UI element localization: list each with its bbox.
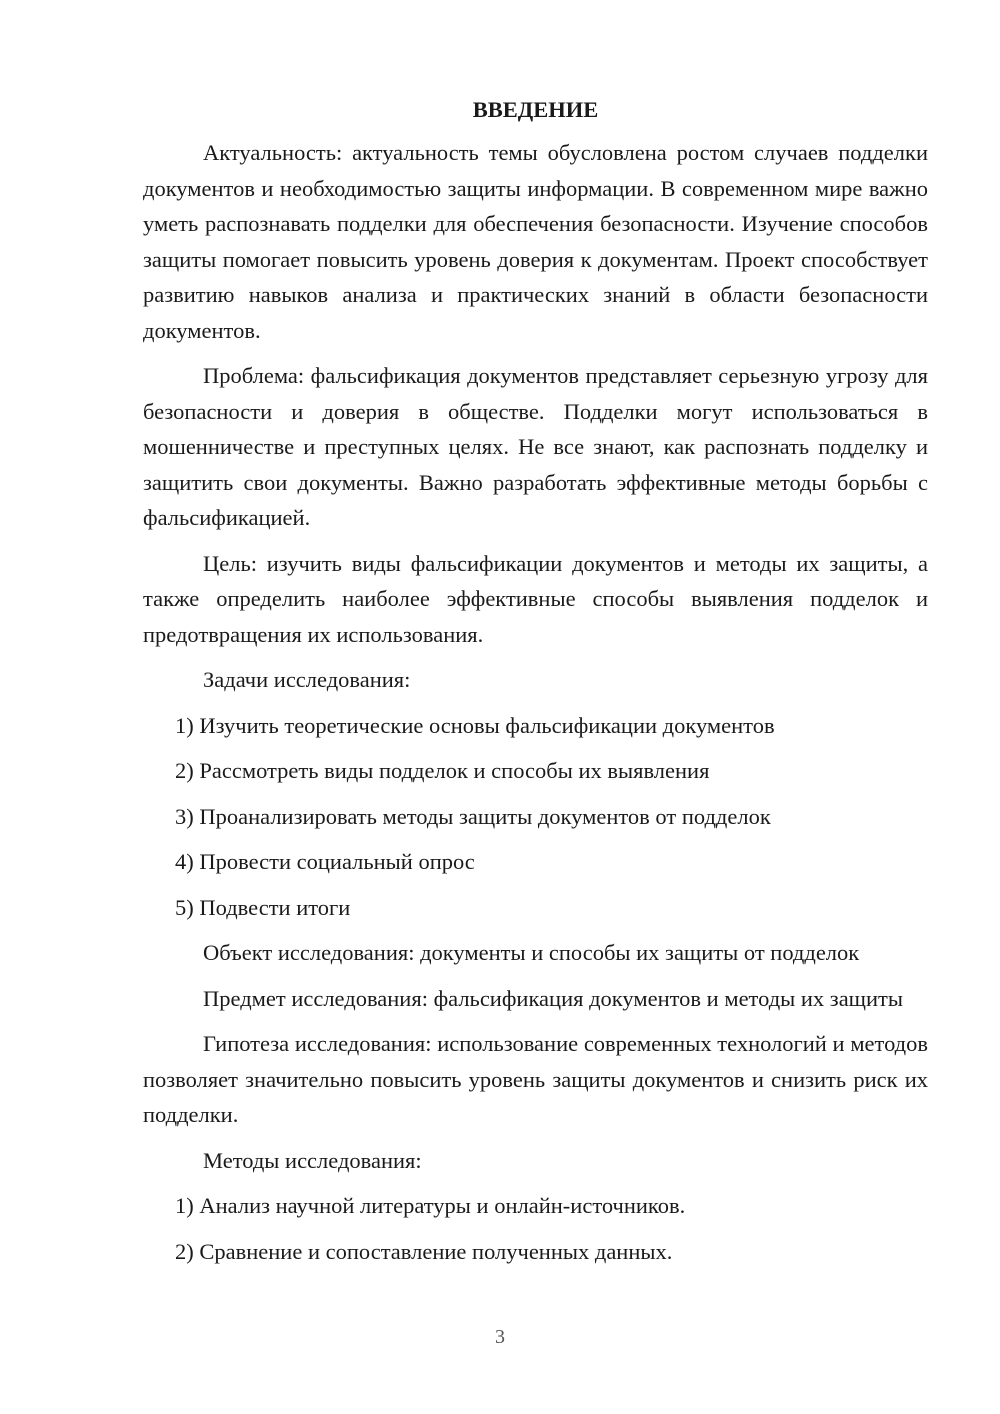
task-item: 4) Провести социальный опрос (175, 849, 475, 874)
section-title: ВВЕДЕНИЕ (472, 97, 599, 122)
document-page (143, 95, 928, 1279)
goal-paragraph: Цель: изучить виды фальсификации документов и методы их защиты, а также определить наиболее эффективные способы выявления подделок и предотвращения их использования. (143, 550, 928, 647)
task-item: 2) Рассмотреть виды подделок и способы их выявления (175, 758, 710, 783)
object-paragraph: Объект исследования: документы и способы их защиты от подделок (203, 940, 860, 965)
page-number: 3 (495, 1326, 505, 1348)
problem-paragraph: Проблема: фальсификация документов представляет серьезную угрозу для безопасности и доверия в обществе. Подделки могут использоваться в мошенничестве и преступных целях. Не все знают, как распознать подделку и защитить свои документы. Важно разработать эффективные методы борьбы с фальсификацией. (143, 363, 928, 530)
task-item: 5) Подвести итоги (175, 894, 351, 920)
relevance-paragraph: Актуальность: актуальность темы обусловлена ростом случаев подделки документов и необходимостью защиты информации. В современном мире важно уметь распознавать подделки для обеспечения безопасности. Изучение способов защиты помогает повысить уровень доверия к документам. Проект способствует развитию навыков анализа и практических знаний в области безопасности документов. (143, 140, 928, 343)
hypothesis-paragraph: Гипотеза исследования: использование современных технологий и методов позволяет значительно повысить уровень защиты документов и снизить риск их подделки. (143, 1031, 928, 1127)
task-item: 3) Проанализировать методы защиты документов от подделок (175, 803, 771, 829)
tasks-list (143, 708, 928, 926)
method-item: 2) Сравнение и сопоставление полученных данных. (175, 1238, 673, 1264)
methods-list (143, 1188, 928, 1269)
method-item: 1) Анализ научной литературы и онлайн-источников. (175, 1193, 686, 1218)
task-item: 1) Изучить теоретические основы фальсификации документов (175, 712, 775, 738)
subject-paragraph: Предмет исследования: фальсификация документов и методы их защиты (203, 985, 903, 1011)
tasks-heading: Задачи исследования: (203, 667, 411, 692)
methods-heading: Методы исследования: (203, 1147, 422, 1173)
